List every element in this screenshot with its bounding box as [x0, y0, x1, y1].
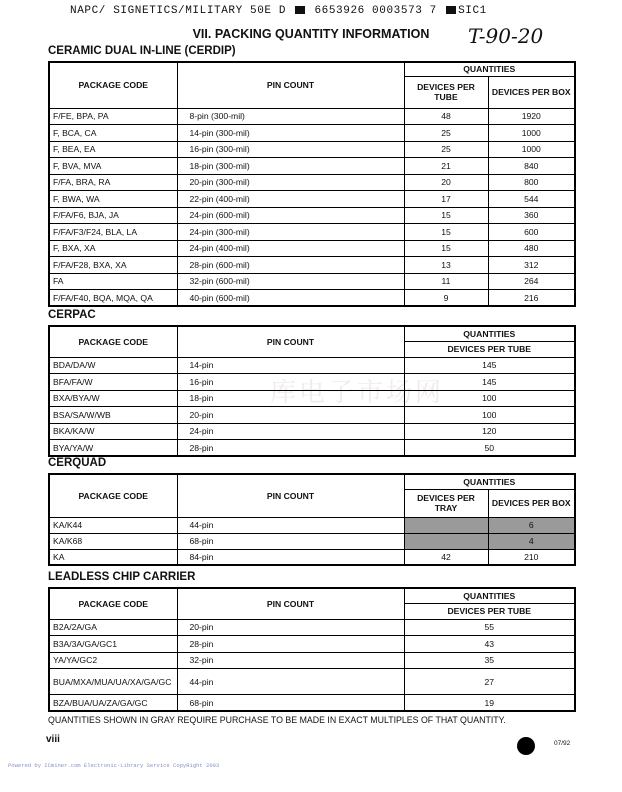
pin-count-cell: 24-pin (400-mil): [177, 240, 404, 257]
devices-per-tube-cell: 21: [404, 158, 488, 175]
package-code-cell: B3A/3A/GA/GC1: [49, 636, 177, 653]
devices-per-tube-cell: 120: [404, 423, 575, 440]
package-code-cell: BSA/SA/W/WB: [49, 407, 177, 424]
devices-per-tube-cell: 20: [404, 174, 488, 191]
devices-per-tube-cell: 13: [404, 257, 488, 274]
package-code-cell: BXA/BYA/W: [49, 390, 177, 407]
table-row: [49, 619, 575, 636]
col-header-quantities: QUANTITIES: [404, 326, 575, 341]
col-header-pin-count: PIN COUNT: [177, 588, 404, 619]
devices-per-tube-cell: 43: [404, 636, 575, 653]
package-code-cell: BDA/DA/W: [49, 357, 177, 374]
pin-count-cell: 18-pin: [177, 390, 404, 407]
package-code-cell: F/FE, BPA, PA: [49, 108, 177, 125]
devices-per-tube-cell: 25: [404, 141, 488, 158]
table-row: [49, 290, 575, 307]
package-code-cell: KA/K44: [49, 517, 177, 533]
page-title: VII. PACKING QUANTITY INFORMATION: [192, 27, 430, 41]
package-code-cell: F, BCA, CA: [49, 125, 177, 142]
table-row: [49, 407, 575, 424]
table-row: [49, 273, 575, 290]
devices-per-box-cell: 1000: [488, 125, 575, 142]
pin-count-cell: 28-pin: [177, 636, 404, 653]
devices-per-box-cell: 210: [488, 549, 575, 565]
cerpac-table: [48, 325, 576, 457]
devices-per-tube-cell: 48: [404, 108, 488, 125]
table-row: [49, 440, 575, 457]
package-code-cell: F, BWA, WA: [49, 191, 177, 208]
devices-per-tube-cell: 35: [404, 652, 575, 669]
devices-per-box-cell: 544: [488, 191, 575, 208]
package-code-cell: F/FA/F3/F24, BLA, LA: [49, 224, 177, 241]
devices-per-box-cell: 600: [488, 224, 575, 241]
pin-count-cell: 32-pin (600-mil): [177, 273, 404, 290]
pin-count-cell: 14-pin: [177, 357, 404, 374]
package-code-cell: BFA/FA/W: [49, 374, 177, 391]
devices-per-tube-cell: 100: [404, 407, 575, 424]
pin-count-cell: 24-pin (600-mil): [177, 207, 404, 224]
pin-count-cell: 16-pin: [177, 374, 404, 391]
table-row: [49, 517, 575, 533]
lcc-table: [48, 587, 576, 712]
col-header-devices-per-tray: DEVICES PER TRAY: [404, 489, 488, 517]
table-row: [49, 669, 575, 695]
revision-date: 07/92: [554, 740, 571, 747]
devices-per-tube-cell: 15: [404, 224, 488, 241]
devices-per-tube-cell: 145: [404, 374, 575, 391]
redaction-block: [295, 6, 305, 14]
col-header-devices-per-tube: DEVICES PER TUBE: [404, 341, 575, 357]
col-header-pin-count: PIN COUNT: [177, 326, 404, 357]
devices-per-box-cell: 4: [488, 533, 575, 549]
pin-count-cell: 20-pin: [177, 619, 404, 636]
col-header-package-code: PACKAGE CODE: [49, 62, 177, 108]
table-row: [49, 533, 575, 549]
table-row: [49, 207, 575, 224]
col-header-devices-per-box: DEVICES PER BOX: [488, 76, 575, 108]
lcc-rows: [49, 619, 575, 711]
pin-count-cell: 22-pin (400-mil): [177, 191, 404, 208]
redaction-block: [446, 6, 456, 14]
pin-count-cell: 40-pin (600-mil): [177, 290, 404, 307]
gray-quantity-note: QUANTITIES SHOWN IN GRAY REQUIRE PURCHASE TO BE MADE IN EXACT MULTIPLES OF THAT QUANTITY.: [48, 715, 506, 725]
package-code-cell: F/FA/F6, BJA, JA: [49, 207, 177, 224]
devices-per-box-cell: 1000: [488, 141, 575, 158]
cerquad-table: [48, 473, 576, 566]
section-heading-cerpac: CERPAC: [48, 309, 96, 321]
pin-count-cell: 14-pin (300-mil): [177, 125, 404, 142]
devices-per-box-cell: 840: [488, 158, 575, 175]
document-header-code: NAPC/ SIGNETICS/MILITARY 50E D 6653926 0003573 7 SIC1: [70, 5, 487, 17]
pin-count-cell: 28-pin (600-mil): [177, 257, 404, 274]
section-heading-cerquad: CERQUAD: [48, 457, 107, 469]
pin-count-cell: 16-pin (300-mil): [177, 141, 404, 158]
devices-per-tube-cell: 17: [404, 191, 488, 208]
package-code-cell: KA/K68: [49, 533, 177, 549]
devices-per-tube-cell: 25: [404, 125, 488, 142]
devices-per-box-cell: 800: [488, 174, 575, 191]
devices-per-tube-cell: 145: [404, 357, 575, 374]
devices-per-tube-cell: 11: [404, 273, 488, 290]
package-code-cell: F/FA/F40, BQA, MQA, QA: [49, 290, 177, 307]
pin-count-cell: 84-pin: [177, 549, 404, 565]
devices-per-tray-cell: 42: [404, 549, 488, 565]
cerquad-rows: [49, 517, 575, 565]
pin-count-cell: 24-pin (300-mil): [177, 224, 404, 241]
pin-count-cell: 24-pin: [177, 423, 404, 440]
pin-count-cell: 18-pin (300-mil): [177, 158, 404, 175]
package-code-cell: KA: [49, 549, 177, 565]
table-row: [49, 549, 575, 565]
devices-per-box-cell: 360: [488, 207, 575, 224]
pin-count-cell: 20-pin: [177, 407, 404, 424]
devices-per-box-cell: 264: [488, 273, 575, 290]
package-code-cell: F, BXA, XA: [49, 240, 177, 257]
devices-per-tube-cell: 55: [404, 619, 575, 636]
col-header-quantities: QUANTITIES: [404, 588, 575, 603]
pin-count-cell: 44-pin: [177, 669, 404, 695]
col-header-package-code: PACKAGE CODE: [49, 326, 177, 357]
pin-count-cell: 44-pin: [177, 517, 404, 533]
package-code-cell: F/FA/F28, BXA, XA: [49, 257, 177, 274]
cerdip-rows: [49, 108, 575, 306]
pin-count-cell: 68-pin: [177, 695, 404, 712]
table-row: [49, 141, 575, 158]
package-code-cell: BKA/KA/W: [49, 423, 177, 440]
col-header-pin-count: PIN COUNT: [177, 62, 404, 108]
col-header-package-code: PACKAGE CODE: [49, 474, 177, 517]
pin-count-cell: 20-pin (300-mil): [177, 174, 404, 191]
package-code-cell: F, BEA, EA: [49, 141, 177, 158]
devices-per-box-cell: 216: [488, 290, 575, 307]
table-row: [49, 174, 575, 191]
col-header-package-code: PACKAGE CODE: [49, 588, 177, 619]
col-header-devices-per-box: DEVICES PER BOX: [488, 489, 575, 517]
filled-circle-mark: [517, 737, 535, 755]
section-heading-cerdip: CERAMIC DUAL IN-LINE (CERDIP): [48, 45, 236, 57]
devices-per-tube-cell: 27: [404, 669, 575, 695]
devices-per-tube-cell: 9: [404, 290, 488, 307]
handwritten-annotation: T-90-20: [468, 24, 544, 48]
col-header-quantities: QUANTITIES: [404, 62, 575, 76]
pin-count-cell: 28-pin: [177, 440, 404, 457]
table-row: [49, 374, 575, 391]
table-row: [49, 240, 575, 257]
table-row: [49, 423, 575, 440]
devices-per-box-cell: 480: [488, 240, 575, 257]
cerpac-rows: [49, 357, 575, 456]
devices-per-tube-cell: 100: [404, 390, 575, 407]
table-row: [49, 652, 575, 669]
pin-count-cell: 32-pin: [177, 652, 404, 669]
table-row: [49, 695, 575, 712]
package-code-cell: F/FA, BRA, RA: [49, 174, 177, 191]
table-row: [49, 191, 575, 208]
package-code-cell: BUA/MXA/MUA/UA/XA/GA/GC: [49, 669, 177, 695]
watermark: 库电子市场网: [270, 377, 445, 407]
col-header-devices-per-tube: DEVICES PER TUBE: [404, 603, 575, 619]
table-row: [49, 390, 575, 407]
devices-per-tube-cell: 15: [404, 240, 488, 257]
devices-per-tray-cell: [404, 533, 488, 549]
package-code-cell: F, BVA, MVA: [49, 158, 177, 175]
package-code-cell: FA: [49, 273, 177, 290]
pin-count-cell: 8-pin (300-mil): [177, 108, 404, 125]
table-row: [49, 224, 575, 241]
table-row: [49, 108, 575, 125]
table-row: [49, 158, 575, 175]
devices-per-box-cell: 312: [488, 257, 575, 274]
package-code-cell: BYA/YA/W: [49, 440, 177, 457]
table-row: [49, 125, 575, 142]
package-code-cell: BZA/BUA/UA/ZA/GA/GC: [49, 695, 177, 712]
devices-per-tube-cell: 19: [404, 695, 575, 712]
devices-per-box-cell: 1920: [488, 108, 575, 125]
devices-per-box-cell: 6: [488, 517, 575, 533]
package-code-cell: B2A/2A/GA: [49, 619, 177, 636]
devices-per-tube-cell: 15: [404, 207, 488, 224]
table-row: [49, 257, 575, 274]
cerdip-table: [48, 61, 576, 307]
table-row: [49, 357, 575, 374]
devices-per-tray-cell: [404, 517, 488, 533]
col-header-pin-count: PIN COUNT: [177, 474, 404, 517]
section-heading-lcc: LEADLESS CHIP CARRIER: [48, 571, 196, 583]
page-number: viii: [46, 734, 60, 745]
devices-per-tube-cell: 50: [404, 440, 575, 457]
col-header-devices-per-tube: DEVICES PER TUBE: [404, 76, 488, 108]
pin-count-cell: 68-pin: [177, 533, 404, 549]
package-code-cell: YA/YA/GC2: [49, 652, 177, 669]
footer-copyright: Powered by ICminer.com Electronic-Library Service CopyRight 2003: [8, 762, 220, 769]
table-row: [49, 636, 575, 653]
col-header-quantities: QUANTITIES: [404, 474, 575, 489]
